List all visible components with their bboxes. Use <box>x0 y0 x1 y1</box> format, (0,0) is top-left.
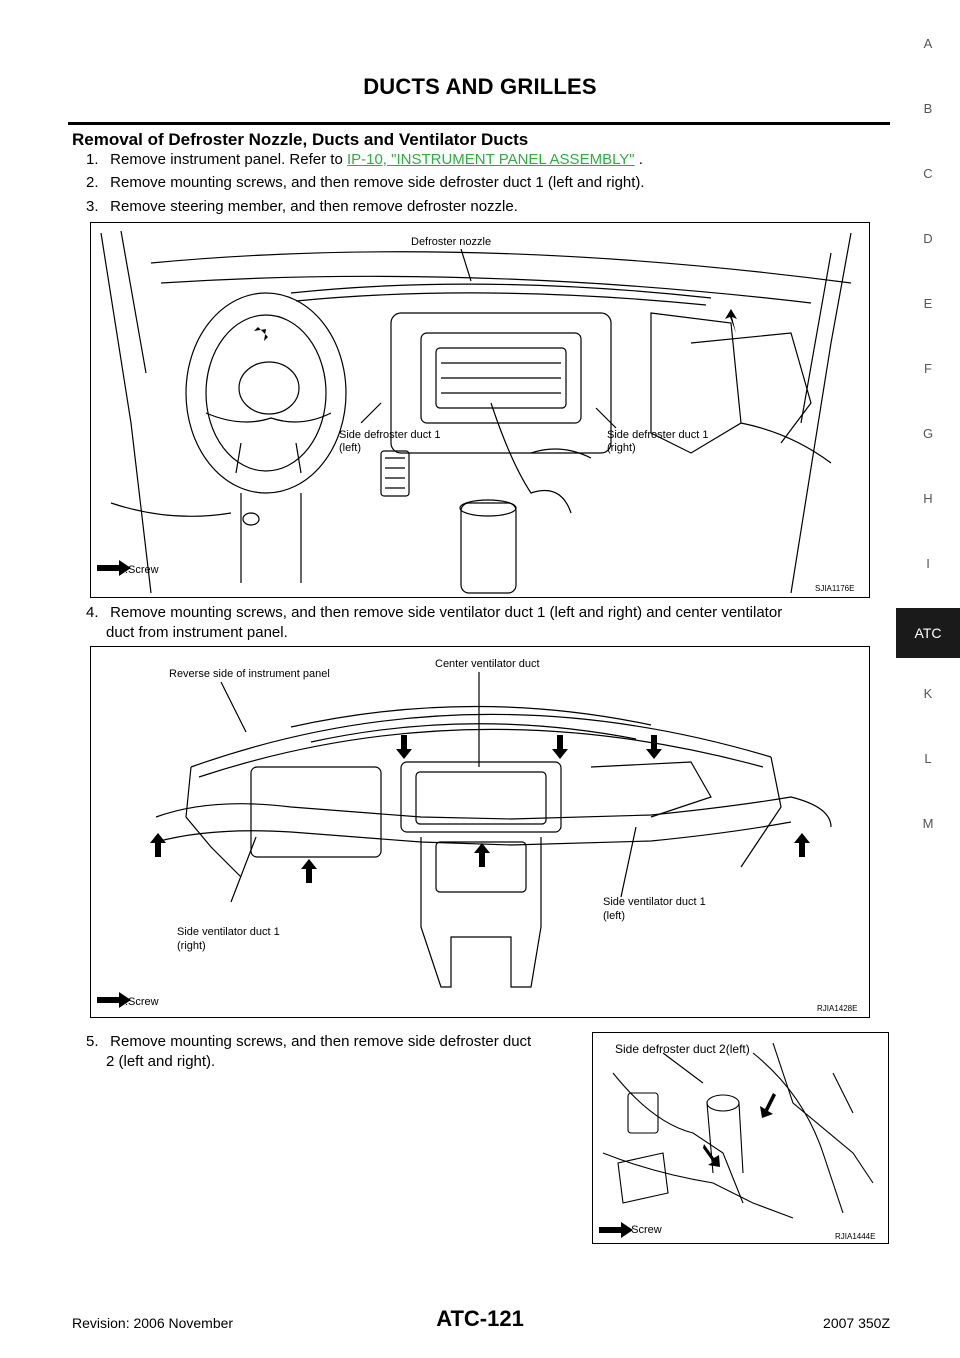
step-2 <box>86 173 645 193</box>
step-text: Remove steering member, and then remove defroster nozzle. <box>110 198 518 215</box>
side-tab-g[interactable]: G <box>922 426 934 441</box>
side-defroster-left-label: Side defroster duct 1 <box>339 429 441 441</box>
defroster-nozzle-label: Defroster nozzle <box>411 236 492 248</box>
instrument-panel-link[interactable]: IP-10, "INSTRUMENT PANEL ASSEMBLY" <box>346 151 635 168</box>
section-title: Removal of Defroster Nozzle, Ducts and Ventilator Ducts <box>72 130 529 149</box>
center-vent-label: Center ventilator duct <box>435 658 540 670</box>
figure-code: SJIA1176E <box>815 584 855 593</box>
side-vent-right-label: Side ventilator duct 1 <box>177 926 280 938</box>
screw-arrow-icons <box>97 309 737 576</box>
side-vent-left-label: Side ventilator duct 1 <box>603 896 706 908</box>
side-tab-f[interactable]: F <box>924 361 932 376</box>
step-5 <box>86 1032 531 1052</box>
dashboard-illustration <box>91 223 869 597</box>
side-vent-right-sub: (right) <box>177 940 206 952</box>
step-text: duct from instrument panel. <box>106 624 288 641</box>
step-4 <box>86 603 886 623</box>
side-tab-c[interactable]: C <box>923 166 933 181</box>
step-5-cont <box>106 1052 215 1072</box>
step-1 <box>86 150 643 170</box>
step-text: 2 (left and right). <box>106 1053 216 1070</box>
step-text: Remove instrument panel. Refer to <box>110 151 347 168</box>
step-text: Remove mounting screws, and then remove side defroster duct 1 (left and right). <box>110 174 645 191</box>
side-defroster-right-label: Side defroster duct 1 <box>607 429 709 441</box>
instrument-panel-reverse-illustration <box>91 647 869 1017</box>
screw-legend: :Screw <box>125 564 159 576</box>
side-defroster-right-sub: (right) <box>607 442 636 454</box>
revision-text: Revision: 2006 November <box>72 1315 234 1331</box>
step-text-end: . <box>634 151 643 168</box>
side-tab-a[interactable]: A <box>923 36 933 51</box>
figure-code: RJIA1444E <box>835 1232 876 1241</box>
side-tab-e[interactable]: E <box>923 296 933 311</box>
step-number: 3. <box>86 198 99 215</box>
screw-legend: :Screw <box>125 996 159 1008</box>
page-title: DUCTS AND GRILLES <box>363 74 597 99</box>
side-tab-h[interactable]: H <box>923 491 933 506</box>
reverse-side-label: Reverse side of instrument panel <box>169 668 330 680</box>
screw-legend: : Screw <box>625 1224 662 1236</box>
side-defroster-duct-illustration <box>593 1033 888 1243</box>
model-text: 2007 350Z <box>823 1315 890 1331</box>
figure-side-defroster-2 <box>592 1032 889 1244</box>
side-vent-left-sub: (left) <box>603 910 625 922</box>
side-defroster-2-label: Side defroster duct 2(left) <box>615 1042 750 1056</box>
step-number: 4. <box>86 604 99 621</box>
side-tab-m[interactable]: M <box>922 816 934 831</box>
side-tab-l[interactable]: L <box>924 751 932 766</box>
step-text: Remove mounting screws, and then remove side ventilator duct 1 (left and right) and center ventilator <box>110 604 783 621</box>
figure-ventilator-ducts <box>90 646 870 1018</box>
step-3 <box>86 197 518 217</box>
side-tab-atc[interactable]: ATC <box>896 608 960 658</box>
side-tab-d[interactable]: D <box>923 231 933 246</box>
figure-defroster-nozzle <box>90 222 870 598</box>
page-number: ATC-121 <box>436 1306 524 1331</box>
step-number: 5. <box>86 1033 99 1050</box>
step-number: 1. <box>86 151 99 168</box>
step-number: 2. <box>86 174 99 191</box>
figure-code: RJIA1428E <box>817 1004 858 1013</box>
side-tab-b[interactable]: B <box>923 101 933 116</box>
side-tab-i[interactable]: I <box>926 556 930 571</box>
side-tab-k[interactable]: K <box>923 686 933 701</box>
screw-arrow-icons <box>599 1093 776 1238</box>
step-text: Remove mounting screws, and then remove side defroster duct <box>110 1033 532 1050</box>
header-rule <box>68 122 890 125</box>
side-defroster-left-sub: (left) <box>339 442 361 454</box>
step-4-cont <box>106 623 288 643</box>
